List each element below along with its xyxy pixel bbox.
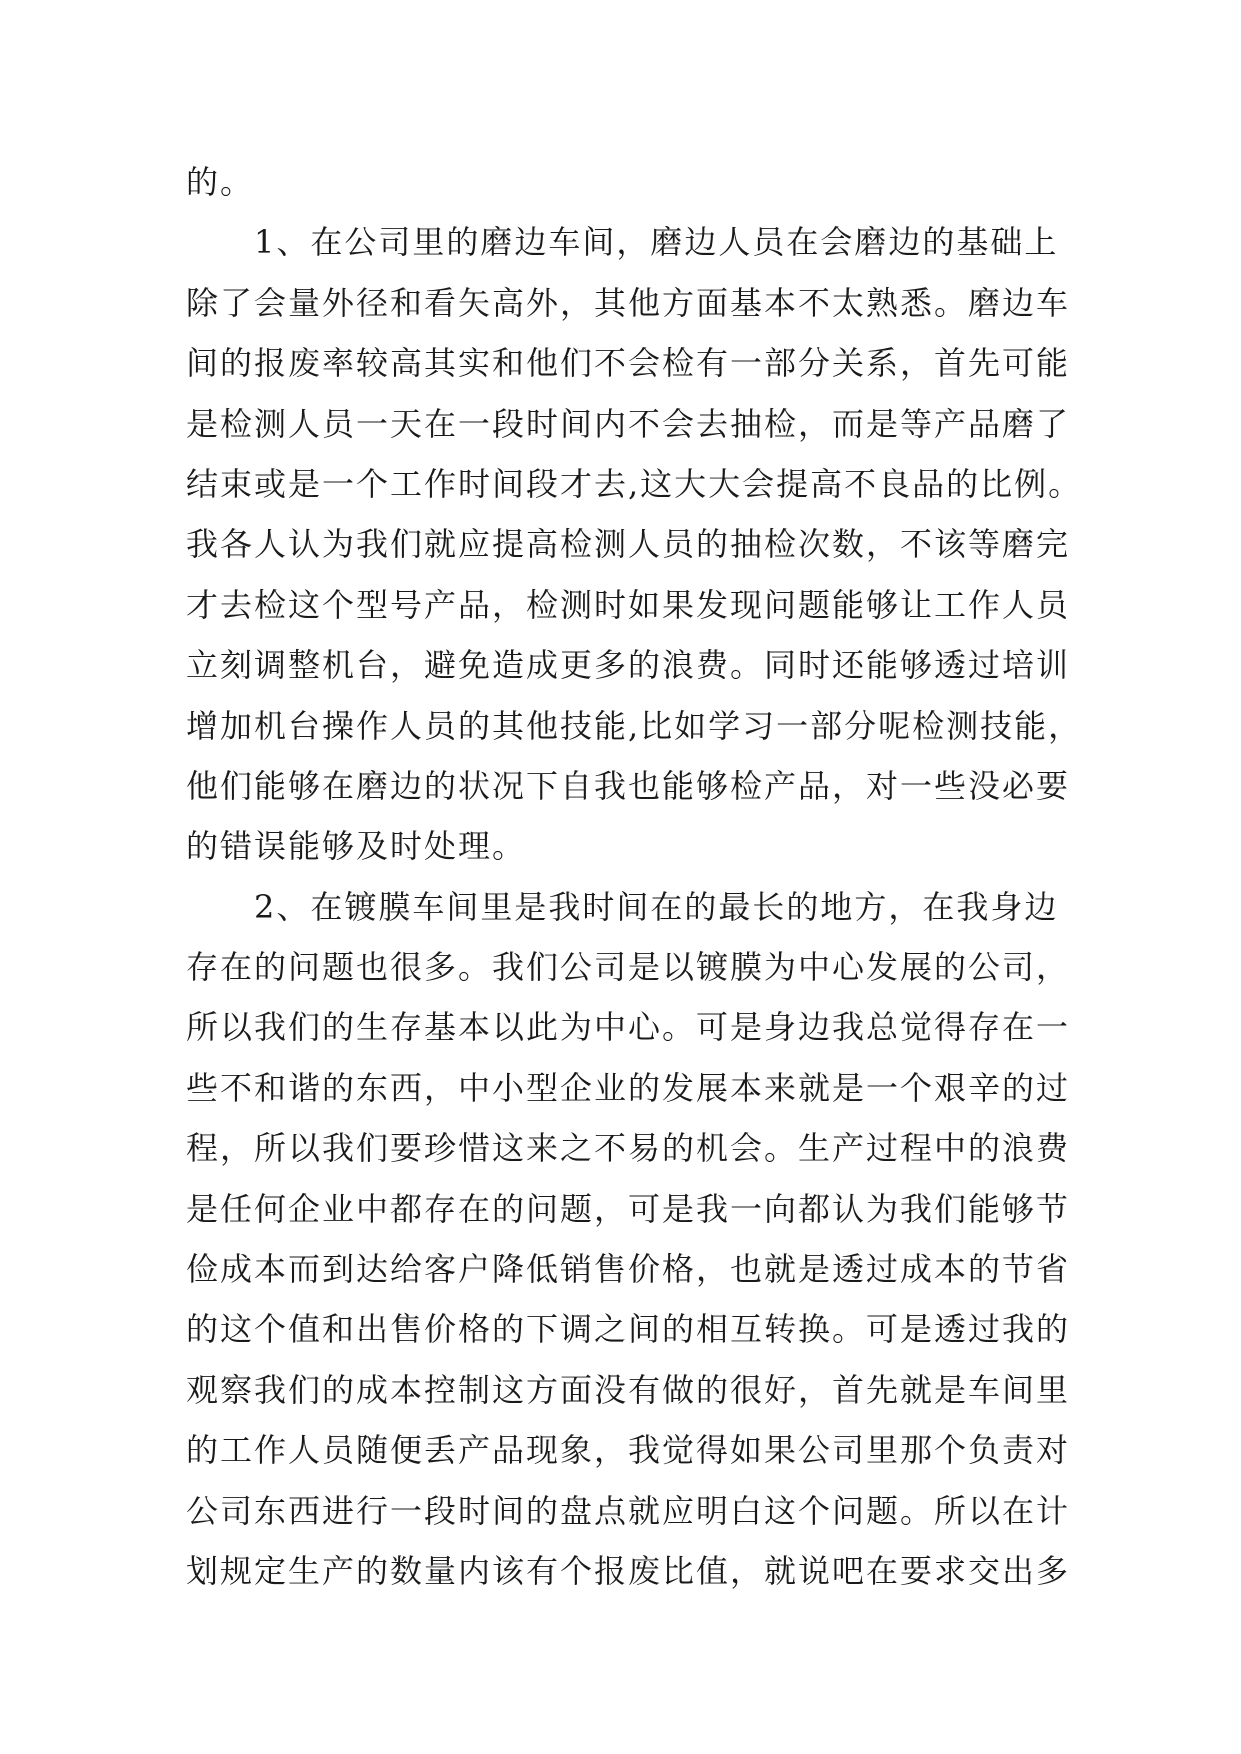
text-line: 划规定生产的数量内该有个报废比值，就说吧在要求交出多 [186,1551,1071,1590]
text-line: 增加机台操作人员的其他技能,比如学习一部分呢检测技能， [186,706,1083,745]
text-line: 的。 [186,163,255,201]
text-line: 结束或是一个工作时间段才去,这大大会提高不良品的比例。 [186,464,1083,503]
text-line: 所以我们的生存基本以此为中心。可是身边我总觉得存在一 [186,1008,1071,1047]
text-line: 些不和谐的东西，中小型企业的发展本来就是一个艰辛的过 [186,1068,1071,1107]
text-line: 存在的问题也很多。我们公司是以镀膜为中心发展的公司， [186,948,1071,987]
text-line: 立刻调整机台，避免造成更多的浪费。同时还能够透过培训 [186,646,1071,685]
text-line: 公司东西进行一段时间的盘点就应明白这个问题。所以在计 [186,1491,1071,1530]
text-line: 俭成本而到达给客户降低销售价格，也就是透过成本的节省 [186,1250,1071,1289]
text-line: 的错误能够及时处理。 [186,827,527,866]
text-line: 的这个值和出售价格的下调之间的相互转换。可是透过我的 [186,1310,1071,1349]
text-line: 我各人认为我们就应提高检测人员的抽检次数，不该等磨完 [186,525,1071,564]
text-line: 程，所以我们要珍惜这来之不易的机会。生产过程中的浪费 [186,1129,1071,1168]
text-line: 间的报废率较高其实和他们不会检有一部分关系，首先可能 [186,344,1071,383]
text-line: 除了会量外径和看矢高外，其他方面基本不太熟悉。磨边车 [186,283,1071,322]
text-line: 观察我们的成本控制这方面没有做的很好，首先就是车间里 [186,1370,1071,1409]
body-text [186,152,1083,1601]
text-line: 是检测人员一天在一段时间内不会去抽检，而是等产品磨了 [186,404,1071,443]
text-line: 的工作人员随便丢产品现象，我觉得如果公司里那个负责对 [186,1431,1071,1470]
text-line: 才去检这个型号产品，检测时如果发现问题能够让工作人员 [186,585,1071,624]
text-line: 是任何企业中都存在的问题，可是我一向都认为我们能够节 [186,1189,1071,1228]
text-line: 2、在镀膜车间里是我时间在的最长的地方，在我身边 [254,887,1059,926]
text-line: 他们能够在磨边的状况下自我也能够检产品，对一些没必要 [186,766,1071,805]
text-line: 1、在公司里的磨边车间，磨边人员在会磨边的基础上 [254,223,1059,262]
